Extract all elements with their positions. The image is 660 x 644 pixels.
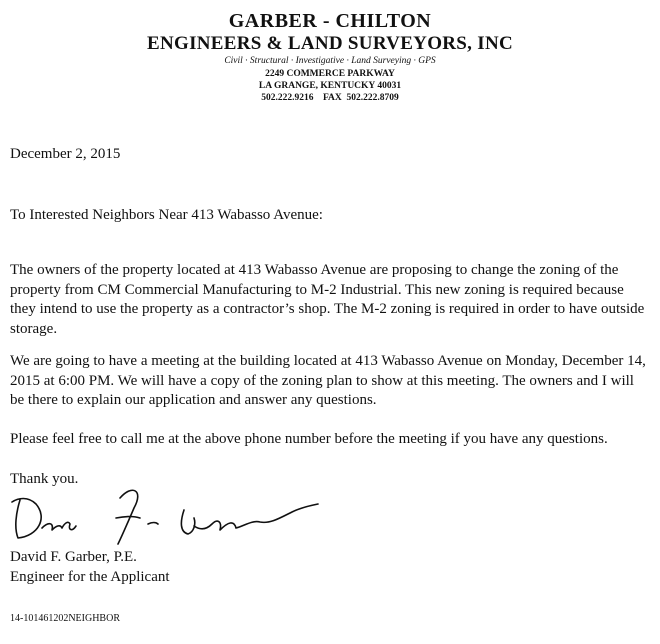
company-services: Civil · Structural · Investigative · Land Surveying · GPS — [224, 56, 436, 66]
document-code: 14-101461202NEIGHBOR — [10, 613, 120, 624]
letter-salutation: To Interested Neighbors Near 413 Wabasso Avenue: — [10, 207, 323, 223]
signer-block — [10, 547, 170, 587]
company-street: 2249 COMMERCE PARKWAY — [265, 69, 395, 79]
letter-paragraph-3: Please feel free to call me at the above phone number before the meeting if you have any questions. — [10, 431, 608, 447]
company-phone-fax: 502.222.9216 FAX 502.222.8709 — [261, 93, 399, 103]
company-city: LA GRANGE, KENTUCKY 40031 — [258, 81, 402, 91]
letter-date: December 2, 2015 — [10, 146, 121, 162]
letter-paragraph-1: The owners of the property located at 413 Wabasso Avenue are proposing to change the zoning of the property from CM Commercial Manufacturing to M-2 Industrial. This new zoning is required because they intend to use the property as a contractor’s shop. The M-2 zoning is required in order to have outside storage. — [10, 262, 645, 337]
letter-closing: Thank you. — [10, 471, 79, 487]
company-name: GARBER - CHILTON — [228, 10, 432, 32]
letterhead — [0, 10, 660, 104]
company-subtitle: ENGINEERS & LAND SURVEYORS, INC — [147, 33, 513, 54]
signer-title: Engineer for the Applicant — [10, 569, 170, 585]
letter-paragraph-2: We are going to have a meeting at the building located at 413 Wabasso Avenue on Monday, December 14, 2015 at 6:00 PM. We will have a copy of the zoning plan to show at this meeting. The owners and I will be there to explain our application and answer any questions. — [10, 353, 646, 408]
signer-name: David F. Garber, P.E. — [10, 549, 137, 565]
handwritten-signature — [8, 478, 328, 548]
